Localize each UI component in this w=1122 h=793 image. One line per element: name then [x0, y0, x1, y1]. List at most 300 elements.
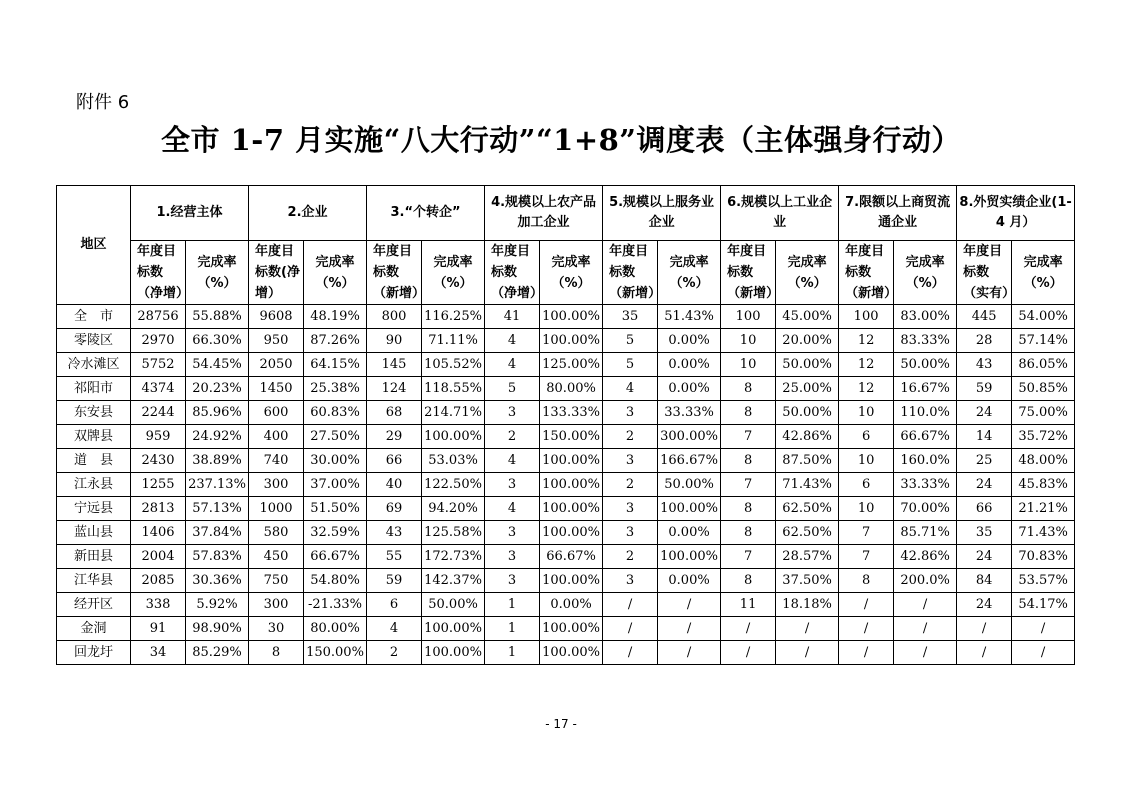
group-header: 2.企业 — [249, 186, 367, 241]
rate-cell: 98.90% — [186, 617, 249, 641]
target-cell: 59 — [367, 569, 422, 593]
target-cell: / — [721, 617, 776, 641]
rate-cell: 20.00% — [776, 329, 839, 353]
target-cell: 740 — [249, 449, 304, 473]
target-cell: 10 — [721, 329, 776, 353]
rate-cell: 100.00% — [540, 569, 603, 593]
rate-cell: 37.00% — [304, 473, 367, 497]
rate-cell: 80.00% — [304, 617, 367, 641]
target-cell: 69 — [367, 497, 422, 521]
rate-cell: 100.00% — [540, 641, 603, 665]
target-cell: 3 — [485, 521, 540, 545]
sub-header-rate: 完成率（%） — [658, 241, 721, 305]
rate-cell: 100.00% — [540, 617, 603, 641]
rate-cell: 66.30% — [186, 329, 249, 353]
rate-cell: 71.11% — [422, 329, 485, 353]
target-cell: 4 — [367, 617, 422, 641]
target-cell: 5 — [603, 353, 658, 377]
target-cell: 8 — [721, 377, 776, 401]
group-header: 7.限额以上商贸流通企业 — [839, 186, 957, 241]
rate-cell: 16.67% — [894, 377, 957, 401]
target-cell: 55 — [367, 545, 422, 569]
target-cell: 5 — [603, 329, 658, 353]
rate-cell: / — [658, 641, 721, 665]
target-cell: 7 — [721, 545, 776, 569]
rate-cell: 35.72% — [1012, 425, 1075, 449]
group-header: 8.外贸实绩企业(1-4 月） — [957, 186, 1075, 241]
target-cell: 2 — [603, 425, 658, 449]
target-cell: 7 — [721, 425, 776, 449]
target-cell: 1 — [485, 641, 540, 665]
sub-header-rate: 完成率（%） — [540, 241, 603, 305]
target-cell: 4 — [485, 353, 540, 377]
attachment-label: 附件 6 — [76, 92, 130, 113]
rate-cell: 53.03% — [422, 449, 485, 473]
rate-cell: 54.00% — [1012, 305, 1075, 329]
rate-cell: 62.50% — [776, 497, 839, 521]
rate-cell: 33.33% — [894, 473, 957, 497]
rate-cell: 50.00% — [894, 353, 957, 377]
target-cell: 600 — [249, 401, 304, 425]
rate-cell: 20.23% — [186, 377, 249, 401]
target-cell: 30 — [249, 617, 304, 641]
target-cell: 100 — [721, 305, 776, 329]
target-cell: 338 — [131, 593, 186, 617]
rate-cell: 45.00% — [776, 305, 839, 329]
rate-cell: 0.00% — [658, 329, 721, 353]
rate-cell: 30.00% — [304, 449, 367, 473]
page-title: 全市 1-7 月实施“八大行动”“1+8”调度表（主体强身行动） — [161, 123, 961, 157]
rate-cell: 122.50% — [422, 473, 485, 497]
target-cell: / — [839, 593, 894, 617]
rate-cell: 50.85% — [1012, 377, 1075, 401]
target-cell: 4 — [485, 329, 540, 353]
rate-cell: 66.67% — [304, 545, 367, 569]
target-cell: 3 — [485, 401, 540, 425]
target-cell: 8 — [839, 569, 894, 593]
target-cell: 12 — [839, 377, 894, 401]
rate-cell: 42.86% — [894, 545, 957, 569]
target-cell: 24 — [957, 473, 1012, 497]
rate-cell: 150.00% — [540, 425, 603, 449]
rate-cell: 64.15% — [304, 353, 367, 377]
target-cell: 24 — [957, 545, 1012, 569]
target-cell: 3 — [603, 497, 658, 521]
target-cell: / — [603, 617, 658, 641]
rate-cell: 237.13% — [186, 473, 249, 497]
target-cell: / — [839, 641, 894, 665]
rate-cell: 66.67% — [540, 545, 603, 569]
rate-cell: 142.37% — [422, 569, 485, 593]
target-cell: / — [603, 641, 658, 665]
table-row — [57, 545, 1075, 569]
sub-header-rate: 完成率（%） — [894, 241, 957, 305]
region-cell: 东安县 — [57, 401, 131, 425]
table-row — [57, 305, 1075, 329]
table-row — [57, 617, 1075, 641]
region-cell: 经开区 — [57, 593, 131, 617]
target-cell: 2970 — [131, 329, 186, 353]
target-cell: 8 — [721, 569, 776, 593]
group-header: 1.经营主体 — [131, 186, 249, 241]
rate-cell: 60.83% — [304, 401, 367, 425]
target-cell: 91 — [131, 617, 186, 641]
rate-cell: 0.00% — [658, 377, 721, 401]
rate-cell: 24.92% — [186, 425, 249, 449]
target-cell: 66 — [957, 497, 1012, 521]
target-cell: 59 — [957, 377, 1012, 401]
rate-cell: 55.88% — [186, 305, 249, 329]
rate-cell: 27.50% — [304, 425, 367, 449]
rate-cell: / — [894, 617, 957, 641]
rate-cell: 86.05% — [1012, 353, 1075, 377]
table-row — [57, 401, 1075, 425]
region-cell: 冷水滩区 — [57, 353, 131, 377]
target-cell: 11 — [721, 593, 776, 617]
rate-cell: 0.00% — [658, 353, 721, 377]
target-cell: 2085 — [131, 569, 186, 593]
rate-cell: 45.83% — [1012, 473, 1075, 497]
sub-header-rate: 完成率（%） — [1012, 241, 1075, 305]
target-cell: 3 — [603, 521, 658, 545]
rate-cell: 85.71% — [894, 521, 957, 545]
sub-header-rate: 完成率（%） — [186, 241, 249, 305]
target-cell: 35 — [957, 521, 1012, 545]
target-cell: 1 — [485, 617, 540, 641]
rate-cell: 100.00% — [422, 617, 485, 641]
table-row — [57, 641, 1075, 665]
rate-cell: 0.00% — [540, 593, 603, 617]
target-cell: 8 — [249, 641, 304, 665]
rate-cell: 37.50% — [776, 569, 839, 593]
rate-cell: 166.67% — [658, 449, 721, 473]
target-cell: 2 — [603, 473, 658, 497]
target-cell: 3 — [603, 449, 658, 473]
rate-cell: 133.33% — [540, 401, 603, 425]
rate-cell: 71.43% — [1012, 521, 1075, 545]
rate-cell: 57.83% — [186, 545, 249, 569]
rate-cell: 57.14% — [1012, 329, 1075, 353]
region-cell: 江永县 — [57, 473, 131, 497]
table-row — [57, 353, 1075, 377]
target-cell: 2244 — [131, 401, 186, 425]
rate-cell: 100.00% — [658, 497, 721, 521]
rate-cell: 87.26% — [304, 329, 367, 353]
sub-header-target: 年度目标数（新增） — [839, 241, 894, 305]
group-header: 6.规模以上工业企业 — [721, 186, 839, 241]
target-cell: 1255 — [131, 473, 186, 497]
sub-header-target: 年度目标数（净增） — [485, 241, 540, 305]
rate-cell: 100.00% — [422, 425, 485, 449]
target-cell: 2 — [485, 425, 540, 449]
rate-cell: 48.19% — [304, 305, 367, 329]
page-number: - 17 - — [545, 717, 577, 731]
rate-cell: 30.36% — [186, 569, 249, 593]
table-body — [57, 305, 1075, 665]
target-cell: 7 — [721, 473, 776, 497]
sub-header-target: 年度目标数（实有） — [957, 241, 1012, 305]
rate-cell: 100.00% — [540, 305, 603, 329]
rate-cell: 100.00% — [540, 449, 603, 473]
target-cell: 959 — [131, 425, 186, 449]
table-row — [57, 521, 1075, 545]
region-cell: 金洞 — [57, 617, 131, 641]
rate-cell: / — [776, 617, 839, 641]
rate-cell: 100.00% — [422, 641, 485, 665]
target-cell: 5 — [485, 377, 540, 401]
rate-cell: 300.00% — [658, 425, 721, 449]
target-cell: 7 — [839, 521, 894, 545]
rate-cell: 50.00% — [776, 353, 839, 377]
region-header: 地区 — [57, 186, 131, 305]
rate-cell: / — [1012, 617, 1075, 641]
target-cell: 300 — [249, 593, 304, 617]
rate-cell: 0.00% — [658, 569, 721, 593]
target-cell: 34 — [131, 641, 186, 665]
sub-header-target: 年度目标数（新增） — [721, 241, 776, 305]
target-cell: 10 — [721, 353, 776, 377]
target-cell: 24 — [957, 401, 1012, 425]
target-cell: 8 — [721, 401, 776, 425]
rate-cell: 85.96% — [186, 401, 249, 425]
target-cell: 1 — [485, 593, 540, 617]
target-cell: 3 — [603, 401, 658, 425]
rate-cell: 50.00% — [422, 593, 485, 617]
group-header: 5.规模以上服务业企业 — [603, 186, 721, 241]
table-row — [57, 449, 1075, 473]
rate-cell: 42.86% — [776, 425, 839, 449]
target-cell: 950 — [249, 329, 304, 353]
rate-cell: 66.67% — [894, 425, 957, 449]
target-cell: 300 — [249, 473, 304, 497]
target-cell: 10 — [839, 497, 894, 521]
target-cell: 29 — [367, 425, 422, 449]
rate-cell: 25.00% — [776, 377, 839, 401]
target-cell: 580 — [249, 521, 304, 545]
rate-cell: 57.13% — [186, 497, 249, 521]
sub-header-target: 年度目标数（新增） — [603, 241, 658, 305]
rate-cell: 38.89% — [186, 449, 249, 473]
rate-cell: 160.0% — [894, 449, 957, 473]
rate-cell: 125.00% — [540, 353, 603, 377]
region-cell: 新田县 — [57, 545, 131, 569]
rate-cell: 21.21% — [1012, 497, 1075, 521]
target-cell: / — [957, 617, 1012, 641]
rate-cell: 80.00% — [540, 377, 603, 401]
sub-header-target: 年度目标数（净增） — [131, 241, 186, 305]
target-cell: 35 — [603, 305, 658, 329]
rate-cell: -21.33% — [304, 593, 367, 617]
group-header: 3.“个转企” — [367, 186, 485, 241]
target-cell: 7 — [839, 545, 894, 569]
rate-cell: 53.57% — [1012, 569, 1075, 593]
rate-cell: / — [894, 593, 957, 617]
target-cell: 12 — [839, 353, 894, 377]
rate-cell: 18.18% — [776, 593, 839, 617]
table-row — [57, 569, 1075, 593]
rate-cell: 37.84% — [186, 521, 249, 545]
rate-cell: 75.00% — [1012, 401, 1075, 425]
region-cell: 宁远县 — [57, 497, 131, 521]
rate-cell: 100.00% — [658, 545, 721, 569]
table-row — [57, 329, 1075, 353]
rate-cell: 110.0% — [894, 401, 957, 425]
rate-cell: / — [658, 617, 721, 641]
sub-header-target: 年度目标数（新增） — [367, 241, 422, 305]
target-cell: 4374 — [131, 377, 186, 401]
rate-cell: 32.59% — [304, 521, 367, 545]
target-cell: 68 — [367, 401, 422, 425]
target-cell: 800 — [367, 305, 422, 329]
target-cell: 43 — [957, 353, 1012, 377]
table-row — [57, 497, 1075, 521]
rate-cell: 100.00% — [540, 521, 603, 545]
target-cell: 750 — [249, 569, 304, 593]
target-cell: 14 — [957, 425, 1012, 449]
table-row — [57, 473, 1075, 497]
target-cell: 12 — [839, 329, 894, 353]
rate-cell: 85.29% — [186, 641, 249, 665]
rate-cell: 25.38% — [304, 377, 367, 401]
sub-header-target: 年度目标数(净增） — [249, 241, 304, 305]
rate-cell: 51.43% — [658, 305, 721, 329]
target-cell: 24 — [957, 593, 1012, 617]
target-cell: 3 — [485, 473, 540, 497]
rate-cell: 150.00% — [304, 641, 367, 665]
rate-cell: 83.33% — [894, 329, 957, 353]
sub-header-row — [57, 241, 1075, 305]
schedule-table — [56, 185, 1075, 665]
rate-cell: / — [776, 641, 839, 665]
target-cell: 6 — [839, 473, 894, 497]
rate-cell: 100.00% — [540, 329, 603, 353]
target-cell: 100 — [839, 305, 894, 329]
target-cell: 145 — [367, 353, 422, 377]
rate-cell: 54.80% — [304, 569, 367, 593]
target-cell: 6 — [839, 425, 894, 449]
target-cell: 10 — [839, 401, 894, 425]
target-cell: / — [839, 617, 894, 641]
rate-cell: 214.71% — [422, 401, 485, 425]
target-cell: 9608 — [249, 305, 304, 329]
table-row — [57, 425, 1075, 449]
rate-cell: 172.73% — [422, 545, 485, 569]
group-header-row — [57, 186, 1075, 241]
rate-cell: 118.55% — [422, 377, 485, 401]
rate-cell: 125.58% — [422, 521, 485, 545]
rate-cell: 54.17% — [1012, 593, 1075, 617]
target-cell: 124 — [367, 377, 422, 401]
target-cell: 2 — [603, 545, 658, 569]
target-cell: 5752 — [131, 353, 186, 377]
rate-cell: 5.92% — [186, 593, 249, 617]
table-row — [57, 593, 1075, 617]
target-cell: 1406 — [131, 521, 186, 545]
region-cell: 蓝山县 — [57, 521, 131, 545]
rate-cell: / — [658, 593, 721, 617]
rate-cell: 100.00% — [540, 497, 603, 521]
rate-cell: 62.50% — [776, 521, 839, 545]
region-cell: 祁阳市 — [57, 377, 131, 401]
target-cell: 43 — [367, 521, 422, 545]
target-cell: / — [721, 641, 776, 665]
sub-header-rate: 完成率（%） — [776, 241, 839, 305]
rate-cell: 28.57% — [776, 545, 839, 569]
table-row — [57, 377, 1075, 401]
rate-cell: 0.00% — [658, 521, 721, 545]
target-cell: 2 — [367, 641, 422, 665]
target-cell: 10 — [839, 449, 894, 473]
region-cell: 江华县 — [57, 569, 131, 593]
target-cell: 25 — [957, 449, 1012, 473]
target-cell: 1450 — [249, 377, 304, 401]
target-cell: 28 — [957, 329, 1012, 353]
target-cell: 90 — [367, 329, 422, 353]
rate-cell: 94.20% — [422, 497, 485, 521]
region-cell: 道 县 — [57, 449, 131, 473]
target-cell: 2050 — [249, 353, 304, 377]
rate-cell: 54.45% — [186, 353, 249, 377]
target-cell: 2430 — [131, 449, 186, 473]
sub-header-rate: 完成率（%） — [422, 241, 485, 305]
rate-cell: / — [1012, 641, 1075, 665]
target-cell: 8 — [721, 497, 776, 521]
target-cell: 40 — [367, 473, 422, 497]
rate-cell: 70.83% — [1012, 545, 1075, 569]
rate-cell: 70.00% — [894, 497, 957, 521]
target-cell: 66 — [367, 449, 422, 473]
region-cell: 零陵区 — [57, 329, 131, 353]
target-cell: 1000 — [249, 497, 304, 521]
sub-header-rate: 完成率（%） — [304, 241, 367, 305]
target-cell: 6 — [367, 593, 422, 617]
target-cell: 3 — [603, 569, 658, 593]
target-cell: / — [603, 593, 658, 617]
target-cell: 4 — [603, 377, 658, 401]
target-cell: / — [957, 641, 1012, 665]
region-cell: 回龙圩 — [57, 641, 131, 665]
target-cell: 400 — [249, 425, 304, 449]
target-cell: 4 — [485, 497, 540, 521]
region-cell: 双牌县 — [57, 425, 131, 449]
target-cell: 3 — [485, 545, 540, 569]
target-cell: 2004 — [131, 545, 186, 569]
rate-cell: 51.50% — [304, 497, 367, 521]
region-cell: 全 市 — [57, 305, 131, 329]
target-cell: 2813 — [131, 497, 186, 521]
target-cell: 4 — [485, 449, 540, 473]
target-cell: 8 — [721, 449, 776, 473]
rate-cell: / — [894, 641, 957, 665]
rate-cell: 105.52% — [422, 353, 485, 377]
target-cell: 3 — [485, 569, 540, 593]
target-cell: 28756 — [131, 305, 186, 329]
rate-cell: 50.00% — [658, 473, 721, 497]
target-cell: 84 — [957, 569, 1012, 593]
rate-cell: 116.25% — [422, 305, 485, 329]
rate-cell: 83.00% — [894, 305, 957, 329]
target-cell: 450 — [249, 545, 304, 569]
rate-cell: 50.00% — [776, 401, 839, 425]
group-header: 4.规模以上农产品加工企业 — [485, 186, 603, 241]
rate-cell: 33.33% — [658, 401, 721, 425]
target-cell: 8 — [721, 521, 776, 545]
target-cell: 41 — [485, 305, 540, 329]
rate-cell: 48.00% — [1012, 449, 1075, 473]
rate-cell: 200.0% — [894, 569, 957, 593]
target-cell: 445 — [957, 305, 1012, 329]
rate-cell: 71.43% — [776, 473, 839, 497]
